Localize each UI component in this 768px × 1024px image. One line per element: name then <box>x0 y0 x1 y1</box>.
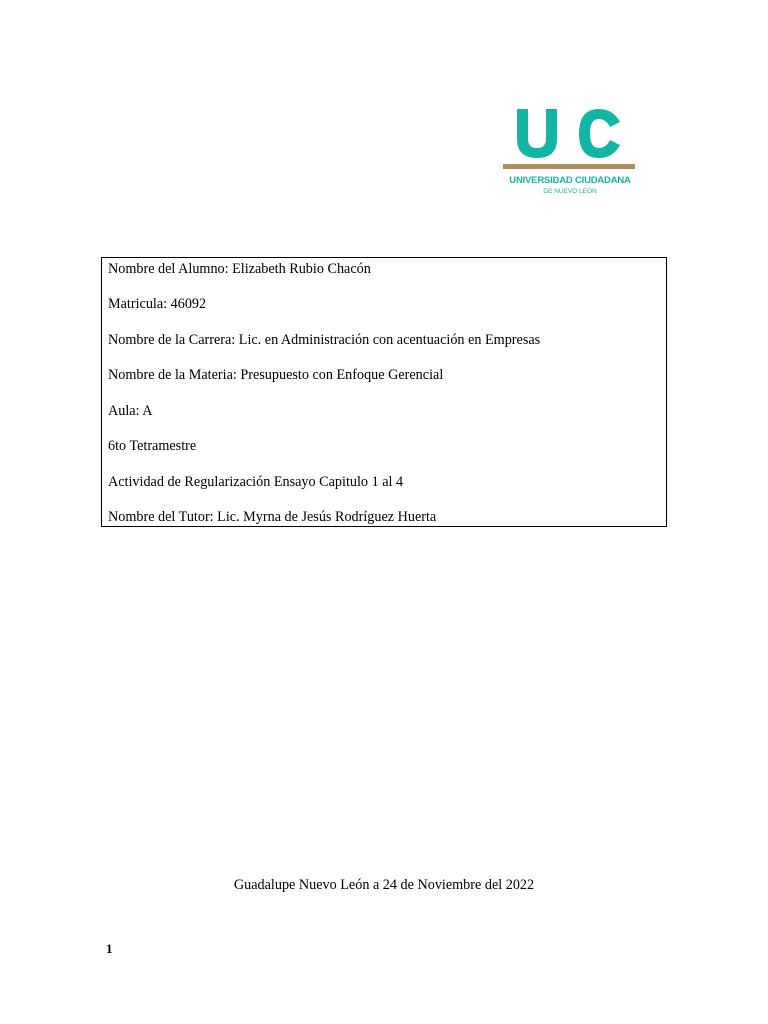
university-logo <box>503 105 637 201</box>
enrollment-number-line: Matricula: 46092 <box>108 296 207 312</box>
place-and-date-text: Guadalupe Nuevo León a 24 de Noviembre del 2022 <box>233 877 535 893</box>
u-letter-shape <box>517 109 557 158</box>
student-info-box <box>101 257 667 527</box>
subject-name-line: Nombre de la Materia: Presupuesto con Enfoque Gerencial <box>108 367 444 383</box>
logo-university-subtitle: DE NUEVO LEÓN <box>543 188 597 195</box>
uc-logo-mark <box>503 105 637 175</box>
classroom-line: Aula: A <box>108 403 153 419</box>
student-name-line: Nombre del Alumno: Elizabeth Rubio Chacón <box>108 261 371 277</box>
activity-line: Actividad de Regularización Ensayo Capitulo 1 al 4 <box>108 474 404 490</box>
term-line: 6to Tetramestre <box>108 438 197 454</box>
tutor-name-line: Nombre del Tutor: Lic. Myrna de Jesús Rodríguez Huerta <box>108 509 437 525</box>
page-number: 1 <box>106 941 113 956</box>
c-letter-shape <box>579 109 620 158</box>
degree-name-line: Nombre de la Carrera: Lic. en Administración con acentuación en Empresas <box>108 332 541 348</box>
place-and-date <box>0 876 768 894</box>
logo-university-name: UNIVERSIDAD CIUDADANA <box>509 175 631 186</box>
gold-bar <box>503 164 635 169</box>
